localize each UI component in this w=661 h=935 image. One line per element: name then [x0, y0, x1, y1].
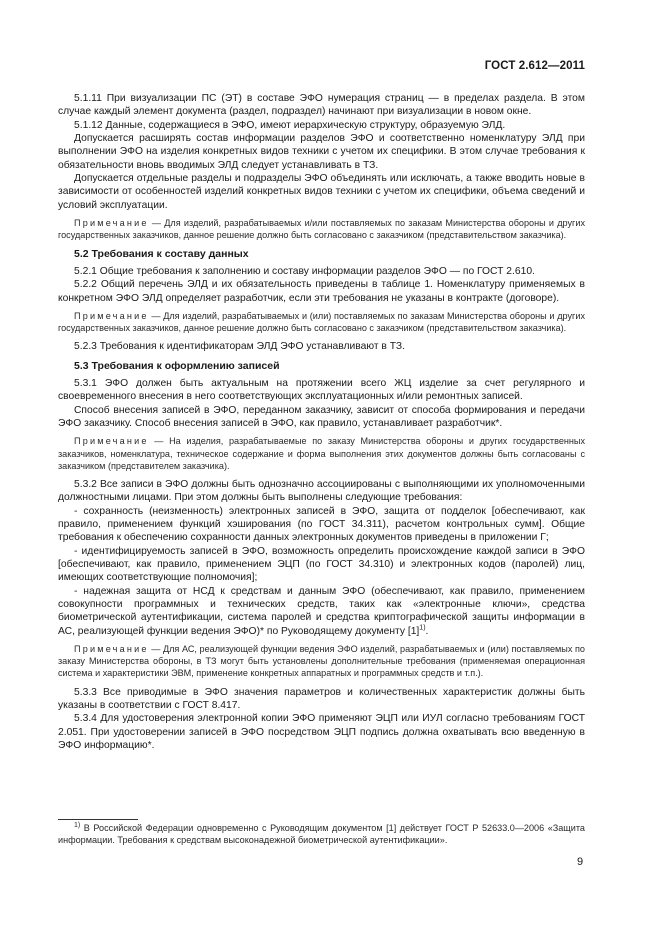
note-label: Примечание: [74, 436, 149, 447]
paragraph-5-1-11: 5.1.11 При визуализации ПС (ЭТ) в составе ЭФО нумерация страниц — в пределах раздела. В этом случае каждый элемент документа (раздел, подраздел) начинают при визуализации в новом окне.: [58, 93, 585, 118]
protection-end: .: [425, 625, 429, 637]
section-heading-5-3: 5.3 Требования к оформлению записей: [74, 359, 280, 372]
note-label: Примечание: [74, 310, 149, 321]
note-label: Примечание: [74, 218, 149, 229]
paragraph-5-2-1: 5.2.1 Общие требования к заполнению и составу информации разделов ЭФО — по ГОСТ 2.610.: [74, 265, 535, 277]
list-item-protection: [58, 585, 585, 638]
note-text: — Для изделий, разрабатываемых и/или поставляемых по заказам Министерства обороны и других государственных заказчиков, данное решение должно быть согласовано с заказчиком (представительством заказчика).: [58, 218, 585, 241]
paragraph-5-2-2: 5.2.2 Общий перечень ЭЛД и их обязательность приведены в таблице 1. Номенклатуру применяемых в конкретном ЭФО ЭЛД определяет разработчик, если эти требования не указаны в контракте (договоре).: [58, 279, 585, 304]
note-4: [58, 643, 585, 680]
document-code-header: ГОСТ 2.612—2011: [484, 60, 585, 72]
note-1: [58, 217, 585, 241]
note-2: [58, 310, 585, 334]
list-item-integrity: - сохранность (неизменность) электронных записей в ЭФО, защита от подделок [обеспечивают, как правило, применением функций хэширования (по ГОСТ 34.311), расчетом контрольных сумм]. Общие требования к обеспечению сохранности данных электронных документов приведены в приложении Г;: [58, 505, 585, 544]
footnote-mark: 1): [74, 821, 81, 829]
note-label: Примечание: [74, 644, 149, 655]
section-heading-5-2: 5.2 Требования к составу данных: [74, 247, 249, 260]
paragraph-5-1-12: 5.1.12 Данные, содержащиеся в ЭФО, имеют иерархическую структуру, образуемую ЭЛД.: [74, 119, 506, 131]
page-number: 9: [577, 856, 584, 868]
paragraph-5-3-3: 5.3.3 Все приводимые в ЭФО значения параметров и количественных характеристик должны быть указаны в соответствии с ГОСТ 8.417.: [58, 686, 585, 712]
note-text: — Для АС, реализующей функции ведения ЭФО изделий, разрабатываемых и (или) поставляемых по заказу Министерства обороны, в ТЗ могут быть установлены дополнительные требования (применяемая операционная система и характеристики ЭВМ, применение конкретных аппаратных и программных средств и т.п.).: [58, 644, 585, 679]
note-text: — Для изделий, разрабатываемых и (или) поставляемых по заказам Министерства обороны и других государственных заказчиков, данное решение должно быть согласовано с заказчиком (представительством заказчика).: [58, 310, 585, 334]
footnote-reference: 1): [419, 624, 426, 632]
paragraph-5-3-2: 5.3.2 Все записи в ЭФО должны быть однозначно ассоциированы с выполняющими их уполномоченными должностными лицами. При этом должны быть выполнены следующие требования:: [58, 478, 585, 504]
paragraph-5-2-3: 5.2.3 Требования к идентификаторам ЭЛД ЭФО устанавливают в ТЗ.: [74, 341, 405, 353]
footnote-text: В Российской Федерации одновременно с Руководящим документом [1] действует ГОСТ Р 52633.0—2006 «Защита информации. Требования к средствам высоконадежной биометрической аутентификации».: [58, 823, 585, 846]
protection-text: - надежная защита от НСД к средствам и данным ЭФО (обеспечивают, как правило, применением совокупности программных и технических средств, таких как «электронные ключи», средства биометрической аутентификации, система паролей и средства криптографической защиты информации в АС, реализующей функции ведения ЭФО)* по Руководящему документу [1]: [58, 585, 585, 637]
paragraph-5-3-1: 5.3.1 ЭФО должен быть актуальным на протяжении всего ЖЦ изделие за счет регулярного и своевременного внесения в него соответствующих эксплуатационных и/или ремонтных записей.: [58, 377, 585, 403]
note-3: [58, 435, 585, 472]
page-body: [58, 92, 585, 752]
paragraph-merge-sections: Допускается отдельные разделы и подразделы ЭФО объединять или исключать, а также вводить новые в зависимости от особенностей изделий конкретных видов техники с учетом их специфики, объема сведений и условий эксплуатации.: [58, 173, 585, 211]
paragraph-expand-info: Допускается расширять состав информации разделов ЭФО и соответственно номенклатуру ЭЛД при выполнении ЭФО на изделия конкретных видов техники с учетом их специфики. В этом случае требования к обязательности вновь вводимых ЭЛД следует устанавливать в ТЗ.: [58, 133, 585, 171]
list-item-identification: - идентифицируемость записей в ЭФО, возможность определить происхождение каждой записи в ЭФО [обеспечивают, как правило, применением ЭЦП (по ГОСТ 34.310) и электронных кодов (паролей) лиц, имеющих соответствующие полномочия];: [58, 545, 585, 584]
footnote-divider: [58, 819, 138, 820]
paragraph-record-method: Способ внесения записей в ЭФО, переданном заказчику, зависит от способа формирования и передачи ЭФО заказчику. Способ внесения записей в ЭФО, как правило, устанавливает разработчик*.: [58, 404, 585, 429]
footnote: [58, 822, 585, 846]
note-text: — На изделия, разрабатываемые по заказу Министерства обороны и других государственных заказчиков, номенклатура, техническое содержание и форма выполнения этих документов должны быть согласованы с заказчиком (представителем заказчика).: [58, 436, 585, 471]
paragraph-5-3-4: 5.3.4 Для удостоверения электронной копии ЭФО применяют ЭЦП или ИУЛ согласно требованиям ГОСТ 2.051. При удостоверении записей в ЭФО посредством ЭЦП подпись должна охватывать всю введенную в ЭФО информацию*.: [58, 713, 585, 752]
